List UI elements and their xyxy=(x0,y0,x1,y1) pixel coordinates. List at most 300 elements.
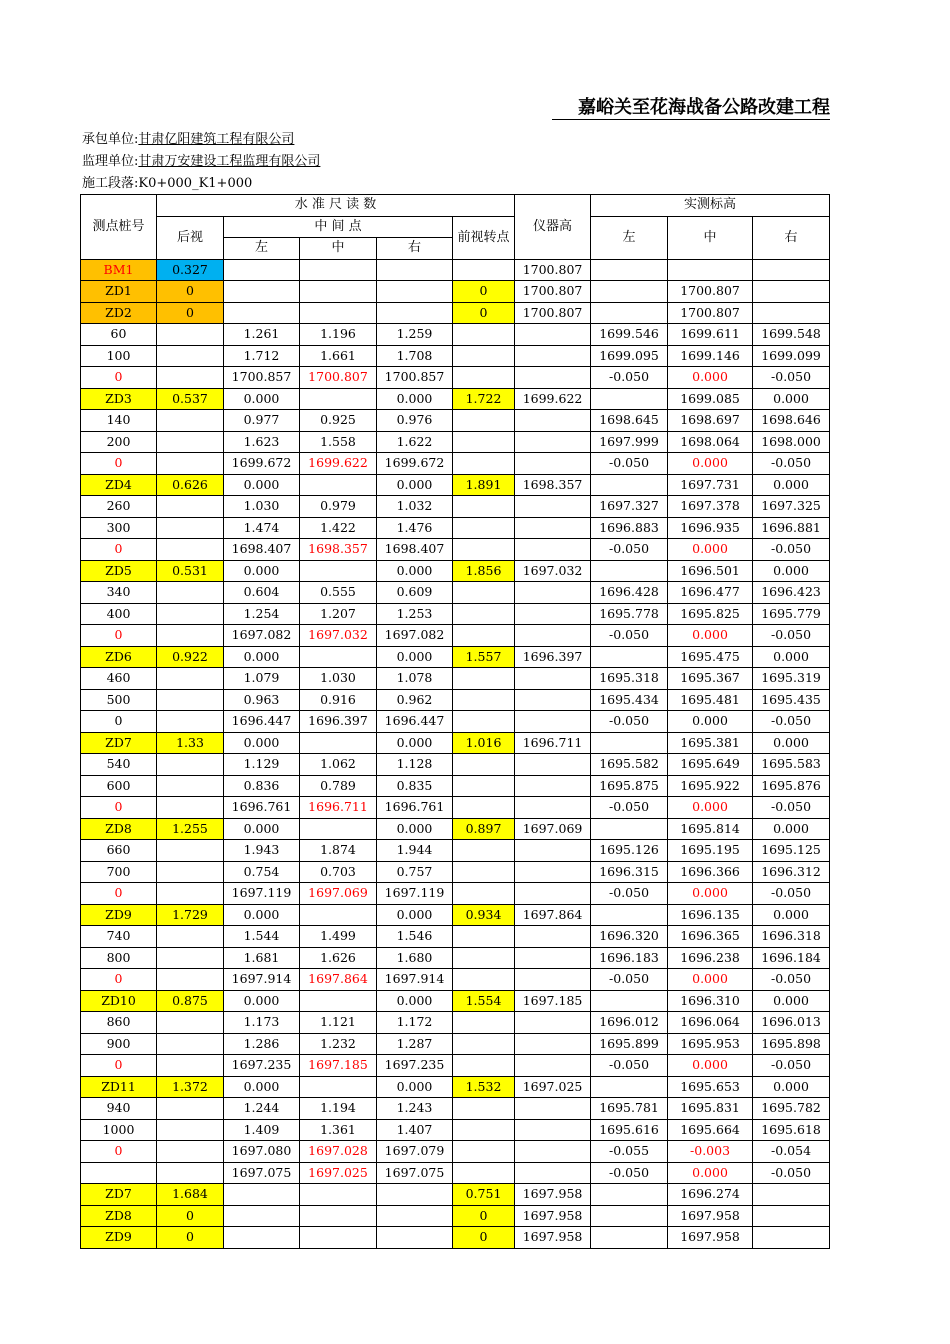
cell-foresight xyxy=(453,883,515,905)
cell-backsight xyxy=(157,797,224,819)
cell-instrument-height: 1697.032 xyxy=(515,560,591,582)
leveling-table xyxy=(80,194,830,1249)
cell-inter-left: 1.286 xyxy=(224,1033,300,1055)
cell-instrument-height xyxy=(515,689,591,711)
cell-inter-right xyxy=(377,259,453,281)
cell-instrument-height: 1697.958 xyxy=(515,1184,591,1206)
cell-foresight xyxy=(453,689,515,711)
cell-inter-left: 1.254 xyxy=(224,603,300,625)
cell-foresight xyxy=(453,539,515,561)
table-row xyxy=(81,711,830,733)
section-line xyxy=(82,175,252,192)
cell-inter-left: 0.963 xyxy=(224,689,300,711)
cell-inter-middle: 1.196 xyxy=(300,324,377,346)
cell-foresight xyxy=(453,861,515,883)
table-row xyxy=(81,302,830,324)
cell-elev-middle: 1696.064 xyxy=(668,1012,753,1034)
cell-elev-middle: 1696.238 xyxy=(668,947,753,969)
table-row xyxy=(81,646,830,668)
cell-backsight xyxy=(157,431,224,453)
cell-backsight xyxy=(157,453,224,475)
cell-inter-left xyxy=(224,281,300,303)
cell-inter-right: 1697.082 xyxy=(377,625,453,647)
cell-elev-left xyxy=(591,281,668,303)
table-row xyxy=(81,969,830,991)
cell-foresight xyxy=(453,1012,515,1034)
table-row xyxy=(81,1141,830,1163)
cell-foresight xyxy=(453,431,515,453)
cell-backsight xyxy=(157,1162,224,1184)
cell-elev-middle: 0.000 xyxy=(668,1162,753,1184)
table-row xyxy=(81,1227,830,1249)
cell-backsight: 1.33 xyxy=(157,732,224,754)
cell-backsight xyxy=(157,1141,224,1163)
cell-instrument-height: 1700.807 xyxy=(515,302,591,324)
cell-foresight: 1.722 xyxy=(453,388,515,410)
cell-instrument-height xyxy=(515,840,591,862)
cell-instrument-height xyxy=(515,517,591,539)
cell-foresight xyxy=(453,1098,515,1120)
cell-elev-left: 1695.318 xyxy=(591,668,668,690)
cell-inter-left: 0.000 xyxy=(224,646,300,668)
cell-elev-middle: 0.000 xyxy=(668,883,753,905)
cell-inter-middle: 0.555 xyxy=(300,582,377,604)
cell-station: 140 xyxy=(81,410,157,432)
cell-foresight xyxy=(453,410,515,432)
cell-elev-middle: 1695.664 xyxy=(668,1119,753,1141)
cell-station: 900 xyxy=(81,1033,157,1055)
cell-inter-left xyxy=(224,259,300,281)
cell-elev-left: 1696.883 xyxy=(591,517,668,539)
cell-station: 460 xyxy=(81,668,157,690)
table-row xyxy=(81,668,830,690)
table-row xyxy=(81,775,830,797)
table-row xyxy=(81,732,830,754)
cell-foresight xyxy=(453,324,515,346)
cell-instrument-height xyxy=(515,367,591,389)
cell-inter-right: 1.546 xyxy=(377,926,453,948)
cell-inter-right: 0.000 xyxy=(377,474,453,496)
cell-elev-left: -0.050 xyxy=(591,367,668,389)
cell-instrument-height xyxy=(515,539,591,561)
cell-station: 660 xyxy=(81,840,157,862)
cell-elev-right: -0.050 xyxy=(753,1162,830,1184)
cell-station: ZD9 xyxy=(81,1227,157,1249)
cell-elev-right: 1695.583 xyxy=(753,754,830,776)
cell-station: ZD5 xyxy=(81,560,157,582)
cell-elev-middle: 1695.195 xyxy=(668,840,753,862)
cell-elev-left: -0.050 xyxy=(591,969,668,991)
cell-backsight xyxy=(157,539,224,561)
cell-station: ZD3 xyxy=(81,388,157,410)
cell-station: 500 xyxy=(81,689,157,711)
cell-foresight: 1.891 xyxy=(453,474,515,496)
cell-instrument-height xyxy=(515,1098,591,1120)
cell-inter-left: 0.000 xyxy=(224,990,300,1012)
cell-station: 0 xyxy=(81,797,157,819)
cell-inter-middle: 1.121 xyxy=(300,1012,377,1034)
cell-elev-middle: 1695.953 xyxy=(668,1033,753,1055)
cell-elev-left xyxy=(591,904,668,926)
cell-instrument-height xyxy=(515,947,591,969)
table-row xyxy=(81,797,830,819)
cell-inter-right: 1700.857 xyxy=(377,367,453,389)
cell-instrument-height xyxy=(515,1162,591,1184)
cell-elev-middle: 1697.958 xyxy=(668,1205,753,1227)
cell-inter-middle: 1.194 xyxy=(300,1098,377,1120)
cell-elev-right: 0.000 xyxy=(753,1076,830,1098)
cell-inter-left: 0.000 xyxy=(224,388,300,410)
cell-foresight xyxy=(453,517,515,539)
cell-inter-middle xyxy=(300,990,377,1012)
cell-inter-middle xyxy=(300,281,377,303)
cell-elev-right: -0.050 xyxy=(753,711,830,733)
supervisor-label: 监理单位: xyxy=(82,154,139,169)
cell-instrument-height xyxy=(515,324,591,346)
cell-elev-left: 1697.999 xyxy=(591,431,668,453)
cell-elev-right xyxy=(753,1227,830,1249)
cell-backsight: 0 xyxy=(157,302,224,324)
cell-station: 0 xyxy=(81,367,157,389)
cell-backsight xyxy=(157,345,224,367)
cell-elev-left: -0.050 xyxy=(591,711,668,733)
cell-backsight: 0.922 xyxy=(157,646,224,668)
table-row xyxy=(81,1162,830,1184)
cell-inter-left xyxy=(224,1184,300,1206)
cell-inter-middle xyxy=(300,1184,377,1206)
cell-elev-left xyxy=(591,1076,668,1098)
cell-inter-right: 1.287 xyxy=(377,1033,453,1055)
cell-inter-right: 1697.075 xyxy=(377,1162,453,1184)
cell-elev-left xyxy=(591,732,668,754)
cell-elev-left: -0.050 xyxy=(591,797,668,819)
cell-instrument-height: 1697.958 xyxy=(515,1227,591,1249)
cell-backsight xyxy=(157,711,224,733)
cell-station: ZD1 xyxy=(81,281,157,303)
cell-elev-middle: 0.000 xyxy=(668,453,753,475)
cell-elev-right: 1698.646 xyxy=(753,410,830,432)
cell-elev-middle: 1696.135 xyxy=(668,904,753,926)
table-row xyxy=(81,474,830,496)
cell-elev-middle: 1695.381 xyxy=(668,732,753,754)
cell-instrument-height xyxy=(515,861,591,883)
cell-inter-left: 0.000 xyxy=(224,818,300,840)
cell-elev-left: 1696.012 xyxy=(591,1012,668,1034)
cell-inter-left: 1697.119 xyxy=(224,883,300,905)
cell-elev-middle: 1695.481 xyxy=(668,689,753,711)
cell-inter-left: 1.681 xyxy=(224,947,300,969)
cell-backsight xyxy=(157,883,224,905)
cell-elev-left: 1695.582 xyxy=(591,754,668,776)
cell-instrument-height: 1698.357 xyxy=(515,474,591,496)
cell-elev-right: -0.050 xyxy=(753,367,830,389)
cell-elev-left: 1696.183 xyxy=(591,947,668,969)
cell-elev-middle xyxy=(668,259,753,281)
cell-elev-right: -0.054 xyxy=(753,1141,830,1163)
cell-station: 800 xyxy=(81,947,157,969)
cell-inter-middle: 1.874 xyxy=(300,840,377,862)
cell-elev-right: 1695.125 xyxy=(753,840,830,862)
cell-elev-left: -0.055 xyxy=(591,1141,668,1163)
cell-elev-right: -0.050 xyxy=(753,1055,830,1077)
cell-elev-right xyxy=(753,1205,830,1227)
cell-elev-left: 1699.095 xyxy=(591,345,668,367)
cell-station: 0 xyxy=(81,625,157,647)
cell-inter-right: 1698.407 xyxy=(377,539,453,561)
cell-inter-left: 1697.082 xyxy=(224,625,300,647)
cell-foresight: 0 xyxy=(453,1205,515,1227)
table-row xyxy=(81,840,830,862)
cell-station: 60 xyxy=(81,324,157,346)
cell-station: 540 xyxy=(81,754,157,776)
contractor-value: 甘肃亿阳建筑工程有限公司 xyxy=(138,132,295,147)
cell-station: 200 xyxy=(81,431,157,453)
cell-inter-middle xyxy=(300,646,377,668)
cell-inter-left: 0.000 xyxy=(224,560,300,582)
cell-instrument-height xyxy=(515,797,591,819)
cell-station: 600 xyxy=(81,775,157,797)
cell-foresight xyxy=(453,1119,515,1141)
cell-elev-left: -0.050 xyxy=(591,1162,668,1184)
cell-elev-right: 1696.184 xyxy=(753,947,830,969)
cell-inter-left: 0.000 xyxy=(224,904,300,926)
cell-elev-middle: 1696.366 xyxy=(668,861,753,883)
cell-elev-right: 1696.881 xyxy=(753,517,830,539)
cell-foresight: 0.751 xyxy=(453,1184,515,1206)
cell-inter-left: 1.079 xyxy=(224,668,300,690)
cell-station: ZD8 xyxy=(81,818,157,840)
cell-elev-middle: 0.000 xyxy=(668,539,753,561)
cell-inter-right: 0.609 xyxy=(377,582,453,604)
cell-foresight xyxy=(453,969,515,991)
cell-inter-left: 0.604 xyxy=(224,582,300,604)
cell-elev-left xyxy=(591,1205,668,1227)
cell-station: 0 xyxy=(81,453,157,475)
cell-foresight xyxy=(453,1162,515,1184)
cell-elev-middle: 0.000 xyxy=(668,625,753,647)
cell-elev-left: 1695.434 xyxy=(591,689,668,711)
cell-station: BM1 xyxy=(81,259,157,281)
cell-inter-left: 1.173 xyxy=(224,1012,300,1034)
cell-station: 100 xyxy=(81,345,157,367)
cell-elev-right: 1695.876 xyxy=(753,775,830,797)
cell-inter-left: 1697.075 xyxy=(224,1162,300,1184)
cell-inter-right: 0.000 xyxy=(377,1076,453,1098)
table-row xyxy=(81,1098,830,1120)
cell-instrument-height xyxy=(515,668,591,690)
cell-instrument-height: 1700.807 xyxy=(515,281,591,303)
cell-elev-left xyxy=(591,818,668,840)
cell-backsight xyxy=(157,1119,224,1141)
cell-inter-middle: 1697.069 xyxy=(300,883,377,905)
cell-inter-left: 1.030 xyxy=(224,496,300,518)
cell-instrument-height xyxy=(515,1033,591,1055)
cell-elev-middle: 1695.831 xyxy=(668,1098,753,1120)
cell-inter-middle xyxy=(300,818,377,840)
cell-elev-right: 0.000 xyxy=(753,990,830,1012)
cell-instrument-height xyxy=(515,969,591,991)
table-row xyxy=(81,1205,830,1227)
cell-station: 0 xyxy=(81,1141,157,1163)
cell-elev-middle: 1696.365 xyxy=(668,926,753,948)
cell-elev-left xyxy=(591,646,668,668)
cell-instrument-height xyxy=(515,625,591,647)
cell-inter-middle: 1.062 xyxy=(300,754,377,776)
cell-inter-middle: 1.232 xyxy=(300,1033,377,1055)
cell-backsight xyxy=(157,603,224,625)
cell-inter-right: 0.000 xyxy=(377,818,453,840)
cell-inter-right: 0.000 xyxy=(377,732,453,754)
cell-elev-left xyxy=(591,259,668,281)
header-station: 测点桩号 xyxy=(81,195,157,260)
cell-backsight: 0.875 xyxy=(157,990,224,1012)
cell-backsight: 0.626 xyxy=(157,474,224,496)
cell-foresight xyxy=(453,1055,515,1077)
cell-inter-middle: 1697.185 xyxy=(300,1055,377,1077)
cell-inter-right: 1697.119 xyxy=(377,883,453,905)
cell-inter-right: 1697.914 xyxy=(377,969,453,991)
cell-elev-middle: 1695.814 xyxy=(668,818,753,840)
cell-instrument-height xyxy=(515,431,591,453)
table-row xyxy=(81,453,830,475)
cell-elev-left: 1696.320 xyxy=(591,926,668,948)
cell-elev-right: -0.050 xyxy=(753,883,830,905)
table-row xyxy=(81,496,830,518)
cell-foresight xyxy=(453,754,515,776)
cell-inter-right xyxy=(377,1184,453,1206)
header-foresight: 前视转点 xyxy=(453,216,515,259)
supervisor-line xyxy=(82,153,320,170)
cell-elev-right: 1698.000 xyxy=(753,431,830,453)
cell-inter-middle: 1.422 xyxy=(300,517,377,539)
cell-elev-middle: 1700.807 xyxy=(668,302,753,324)
table-row xyxy=(81,539,830,561)
cell-elev-right: 1696.312 xyxy=(753,861,830,883)
cell-station: 300 xyxy=(81,517,157,539)
cell-foresight xyxy=(453,625,515,647)
cell-instrument-height: 1697.069 xyxy=(515,818,591,840)
cell-elev-middle: 1700.807 xyxy=(668,281,753,303)
cell-inter-left: 0.000 xyxy=(224,474,300,496)
cell-station: ZD11 xyxy=(81,1076,157,1098)
cell-elev-left: -0.050 xyxy=(591,539,668,561)
cell-instrument-height xyxy=(515,453,591,475)
cell-inter-middle: 1697.864 xyxy=(300,969,377,991)
cell-inter-middle xyxy=(300,388,377,410)
cell-inter-right: 1.708 xyxy=(377,345,453,367)
cell-inter-middle: 1697.032 xyxy=(300,625,377,647)
cell-inter-right: 1696.447 xyxy=(377,711,453,733)
cell-station: 0 xyxy=(81,969,157,991)
cell-station: 860 xyxy=(81,1012,157,1034)
cell-inter-middle xyxy=(300,474,377,496)
cell-elev-middle: 1699.146 xyxy=(668,345,753,367)
cell-inter-left: 1.544 xyxy=(224,926,300,948)
cell-inter-middle: 0.703 xyxy=(300,861,377,883)
cell-inter-right: 0.000 xyxy=(377,560,453,582)
cell-elev-middle: 1697.731 xyxy=(668,474,753,496)
cell-inter-middle: 0.789 xyxy=(300,775,377,797)
cell-inter-right: 1.407 xyxy=(377,1119,453,1141)
cell-inter-right: 1.128 xyxy=(377,754,453,776)
cell-elev-left xyxy=(591,474,668,496)
cell-elev-middle: -0.003 xyxy=(668,1141,753,1163)
cell-instrument-height xyxy=(515,775,591,797)
cell-inter-left: 1696.447 xyxy=(224,711,300,733)
table-row xyxy=(81,259,830,281)
cell-backsight: 1.255 xyxy=(157,818,224,840)
cell-inter-middle: 1696.397 xyxy=(300,711,377,733)
cell-inter-right: 1697.079 xyxy=(377,1141,453,1163)
cell-elev-middle: 1699.085 xyxy=(668,388,753,410)
cell-inter-right: 1.680 xyxy=(377,947,453,969)
cell-inter-right: 0.757 xyxy=(377,861,453,883)
contractor-label: 承包单位: xyxy=(82,132,139,147)
cell-elev-right: 0.000 xyxy=(753,732,830,754)
cell-inter-right: 1.476 xyxy=(377,517,453,539)
table-row xyxy=(81,582,830,604)
cell-elev-right: -0.050 xyxy=(753,539,830,561)
cell-instrument-height xyxy=(515,603,591,625)
cell-elev-middle: 1697.378 xyxy=(668,496,753,518)
cell-inter-right: 1.032 xyxy=(377,496,453,518)
table-row xyxy=(81,1055,830,1077)
cell-elev-middle: 1695.825 xyxy=(668,603,753,625)
table-row xyxy=(81,324,830,346)
cell-inter-right: 1.243 xyxy=(377,1098,453,1120)
cell-backsight: 0.537 xyxy=(157,388,224,410)
table-row xyxy=(81,603,830,625)
cell-inter-right: 1.253 xyxy=(377,603,453,625)
cell-instrument-height: 1700.807 xyxy=(515,259,591,281)
cell-foresight xyxy=(453,840,515,862)
header-measured-elevation: 实测标高 xyxy=(591,195,830,217)
cell-inter-middle xyxy=(300,1076,377,1098)
cell-inter-middle xyxy=(300,1205,377,1227)
cell-inter-left xyxy=(224,302,300,324)
table-row xyxy=(81,388,830,410)
cell-backsight xyxy=(157,517,224,539)
cell-elev-left: 1695.126 xyxy=(591,840,668,862)
cell-inter-left: 1.261 xyxy=(224,324,300,346)
cell-foresight xyxy=(453,668,515,690)
cell-elev-right: 1695.618 xyxy=(753,1119,830,1141)
table-row xyxy=(81,1119,830,1141)
cell-instrument-height: 1697.025 xyxy=(515,1076,591,1098)
cell-inter-middle: 1699.622 xyxy=(300,453,377,475)
cell-backsight: 0 xyxy=(157,281,224,303)
cell-foresight xyxy=(453,1033,515,1055)
cell-elev-left: 1697.327 xyxy=(591,496,668,518)
cell-elev-left: 1699.546 xyxy=(591,324,668,346)
cell-elev-left: -0.050 xyxy=(591,453,668,475)
cell-elev-right: -0.050 xyxy=(753,969,830,991)
cell-foresight: 1.532 xyxy=(453,1076,515,1098)
cell-inter-right: 1.259 xyxy=(377,324,453,346)
cell-foresight xyxy=(453,926,515,948)
table-row xyxy=(81,367,830,389)
cell-inter-left: 1.409 xyxy=(224,1119,300,1141)
cell-inter-right: 1697.235 xyxy=(377,1055,453,1077)
table-row xyxy=(81,990,830,1012)
cell-backsight xyxy=(157,625,224,647)
cell-elev-middle: 1696.501 xyxy=(668,560,753,582)
cell-inter-left xyxy=(224,1205,300,1227)
cell-inter-middle: 1700.807 xyxy=(300,367,377,389)
cell-elev-left: -0.050 xyxy=(591,625,668,647)
cell-backsight xyxy=(157,367,224,389)
cell-foresight: 1.557 xyxy=(453,646,515,668)
